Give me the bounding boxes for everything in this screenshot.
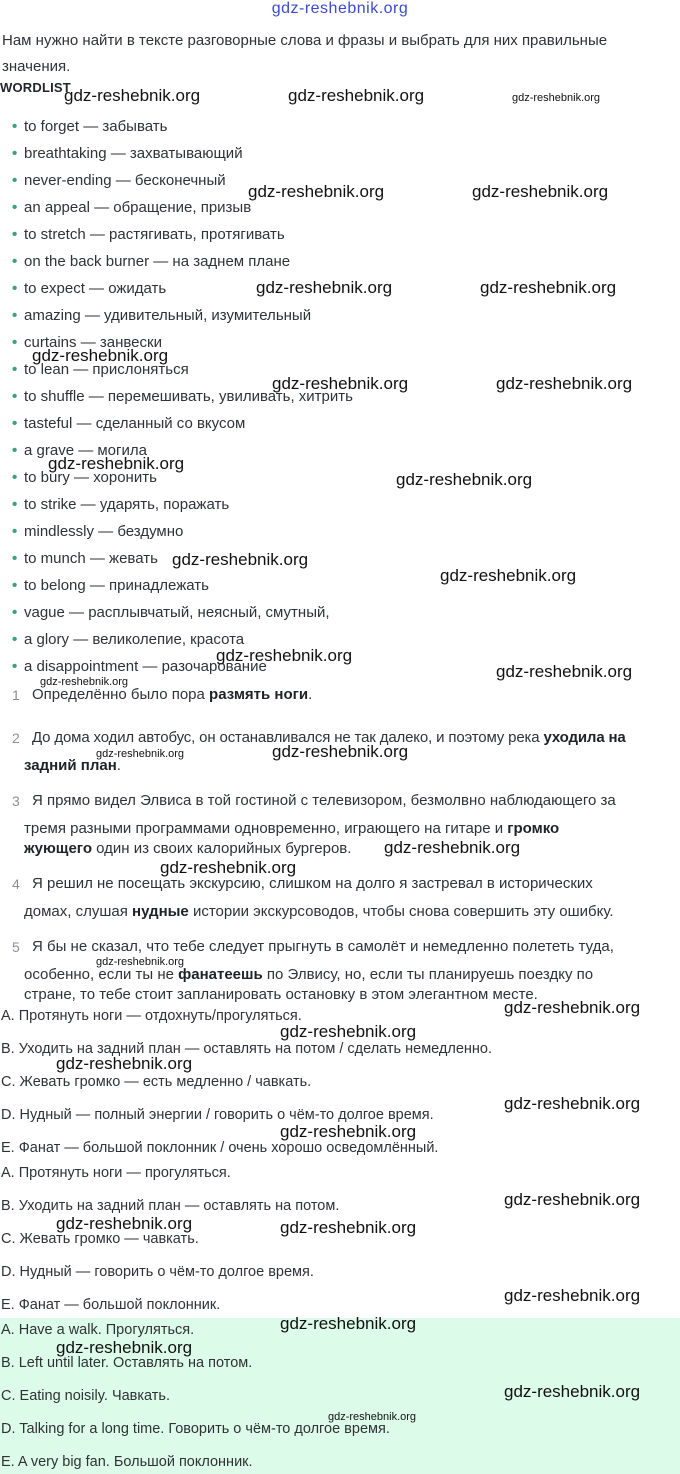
highlight-phrase: фанатеешь [178, 966, 263, 983]
task-text: До дома ходил автобус, он останавливался не так далеко, и поэтому река уходила на [32, 729, 626, 746]
option-item: B. Уходить на задний план — оставлять на потом / сделать немедленно. [1, 1041, 493, 1057]
wordlist-item: • to expect — ожидать [12, 280, 167, 297]
task-number: 1 [12, 687, 20, 703]
task-text: Я бы не сказал, что тебе следует прыгнуть в самолёт и немедленно полететь туда, [32, 938, 614, 955]
watermark: gdz-reshebnik.org [248, 182, 385, 201]
watermark: gdz-reshebnik.org [504, 1382, 641, 1401]
wordlist-item: • to stretch — растягивать, протягивать [12, 226, 285, 243]
watermark: gdz-reshebnik.org [504, 1094, 641, 1113]
watermark: gdz-reshebnik.org [172, 550, 309, 569]
wordlist-item: • to bury — хоронить [12, 469, 157, 486]
option-item: A. Протянуть ноги — отдохнуть/прогуляться. [1, 1008, 302, 1024]
wordlist-item: • breathtaking — захватывающий [12, 145, 243, 162]
task-text-cont: особенно, если ты не фанатеешь по Элвису, но, если ты планируешь поездку по [24, 966, 594, 983]
bullet-icon: • [12, 577, 18, 594]
watermark: gdz-reshebnik.org [256, 278, 393, 297]
watermark: gdz-reshebnik.org [504, 1286, 641, 1305]
answer-item: A. Have a walk. Прогуляться. [1, 1322, 195, 1338]
watermark: gdz-reshebnik.org [280, 1218, 417, 1237]
answer-item: D. Talking for a long time. Говорить о чём-то долгое время. [1, 1421, 390, 1437]
watermark: gdz-reshebnik.org [396, 470, 533, 489]
watermark: gdz-reshebnik.org [272, 374, 409, 393]
wordlist-item: • mindlessly — бездумно [12, 523, 184, 540]
bullet-icon: • [12, 361, 18, 378]
bullet-icon: • [12, 523, 18, 540]
wordlist-item: • an appeal — обращение, призыв [12, 199, 252, 216]
bullet-icon: • [12, 226, 18, 243]
highlight-phrase: громко [507, 820, 560, 837]
watermark: gdz-reshebnik.org [280, 1314, 417, 1333]
option-item: E. Фанат — большой поклонник / очень хорошо осведомлённый. [1, 1140, 439, 1156]
task-number: 4 [12, 876, 20, 892]
bullet-icon: • [12, 658, 18, 675]
task-number: 2 [12, 730, 20, 746]
highlight-phrase: задний план [24, 757, 117, 774]
watermark: gdz-reshebnik.org [384, 838, 521, 857]
watermark: gdz-reshebnik.org [512, 92, 601, 104]
wordlist-title: WORDLIST [0, 80, 71, 95]
site-header-text: gdz-reshebnik.org [271, 0, 409, 17]
watermark: gdz-reshebnik.org [280, 1122, 417, 1141]
watermark: gdz-reshebnik.org [472, 182, 609, 201]
bullet-icon: • [12, 415, 18, 432]
bullet-icon: • [12, 604, 18, 621]
highlight-phrase: нудные [132, 903, 189, 920]
option-item: C. Жевать громко — есть медленно / чавкать. [1, 1074, 312, 1090]
task-text: Определённо было пора размять ноги. [32, 686, 313, 703]
bullet-icon: • [12, 631, 18, 648]
bullet-icon: • [12, 118, 18, 135]
answer-item: E. A very big fan. Большой поклонник. [1, 1454, 253, 1470]
watermark: gdz-reshebnik.org [96, 956, 185, 968]
watermark: gdz-reshebnik.org [496, 374, 633, 393]
wordlist-item: • to belong — принадлежать [12, 577, 209, 594]
watermark: gdz-reshebnik.org [32, 346, 169, 365]
wordlist-item: • to strike — ударять, поражать [12, 496, 230, 513]
site-header-link[interactable] [0, 0, 680, 18]
watermark: gdz-reshebnik.org [96, 748, 185, 760]
watermark: gdz-reshebnik.org [216, 646, 353, 665]
wordlist-item: • a disappointment — разочарование [12, 658, 267, 675]
watermark: gdz-reshebnik.org [48, 454, 185, 473]
bullet-icon: • [12, 145, 18, 162]
highlight-phrase: размять ноги [209, 686, 309, 703]
watermark: gdz-reshebnik.org [160, 858, 297, 877]
task-text-cont: тремя разными программами одновременно, играющего на гитаре и громко [24, 820, 560, 837]
intro-text: Нам нужно найти в тексте разговорные слова и фразы и выбрать для них правильные значения. [2, 32, 608, 75]
wordlist-item: • to forget — забывать [12, 118, 168, 135]
watermark: gdz-reshebnik.org [280, 1022, 417, 1041]
watermark: gdz-reshebnik.org [288, 86, 425, 105]
watermark: gdz-reshebnik.org [56, 1214, 193, 1233]
bullet-icon: • [12, 280, 18, 297]
bullet-icon: • [12, 172, 18, 189]
wordlist-item: • to munch — жевать [12, 550, 158, 567]
wordlist-item: • tasteful — сделанный со вкусом [12, 415, 246, 432]
wordlist-item: • vague — расплывчатый, неясный, смутный, [12, 604, 330, 621]
bullet-icon: • [12, 550, 18, 567]
watermark: gdz-reshebnik.org [504, 1190, 641, 1209]
task-text: Я прямо видел Элвиса в той гостиной с телевизором, безмолвно наблюдающего за [32, 792, 616, 809]
task-number: 5 [12, 939, 20, 955]
task-text-cont: стране, то тебе стоит запланировать остановку в этом элегантном месте. [24, 986, 538, 1003]
task-text-cont: задний план. [24, 757, 121, 774]
task-text-cont: жующего один из своих калорийных бургеров. [24, 840, 352, 857]
wordlist-item: • to lean — прислоняться [12, 361, 189, 378]
option-item: A. Протянуть ноги — прогуляться. [1, 1165, 231, 1181]
option-item: D. Нудный — полный энергии / говорить о чём-то долгое время. [1, 1107, 434, 1123]
option-item: E. Фанат — большой поклонник. [1, 1297, 221, 1313]
option-item: B. Уходить на задний план — оставлять на потом. [1, 1198, 340, 1214]
watermark: gdz-reshebnik.org [504, 998, 641, 1017]
answer-item: B. Left until later. Оставлять на потом. [1, 1355, 253, 1371]
highlight-phrase: жующего [24, 840, 92, 857]
task-text-cont: домах, слушая нудные истории экскурсоводов, чтобы снова совершить эту ошибку. [24, 903, 614, 920]
watermark: gdz-reshebnik.org [440, 566, 577, 585]
wordlist-item: • a grave — могила [12, 442, 147, 459]
bullet-icon: • [12, 496, 18, 513]
watermark: gdz-reshebnik.org [496, 662, 633, 681]
task-text: Я решил не посещать экскурсию, слишком на долго я застревал в исторических [32, 875, 593, 892]
task-number: 3 [12, 793, 20, 809]
wordlist-item: • to shuffle — перемешивать, увиливать, хитрить [12, 388, 353, 405]
answer-item: C. Eating noisily. Чавкать. [1, 1388, 171, 1404]
option-item: D. Нудный — говорить о чём-то долгое время. [1, 1264, 314, 1280]
bullet-icon: • [12, 253, 18, 270]
bullet-icon: • [12, 388, 18, 405]
bullet-icon: • [12, 199, 18, 216]
option-item: C. Жевать громко — чавкать. [1, 1231, 199, 1247]
bullet-icon: • [12, 307, 18, 324]
watermark: gdz-reshebnik.org [480, 278, 617, 297]
bullet-icon: • [12, 334, 18, 351]
wordlist-item: • never-ending — бесконечный [12, 172, 226, 189]
wordlist-item: • on the back burner — на заднем плане [12, 253, 291, 270]
watermark: gdz-reshebnik.org [56, 1054, 193, 1073]
watermark: gdz-reshebnik.org [64, 86, 201, 105]
watermark: gdz-reshebnik.org [40, 676, 129, 688]
watermark: gdz-reshebnik.org [328, 1411, 417, 1423]
wordlist-item: • a glory — великолепие, красота [12, 631, 245, 648]
wordlist-item: • curtains — занвески [12, 334, 162, 351]
watermark: gdz-reshebnik.org [56, 1338, 193, 1357]
bullet-icon: • [12, 469, 18, 486]
watermark: gdz-reshebnik.org [272, 742, 409, 761]
highlight-phrase: уходила на [543, 729, 626, 746]
bullet-icon: • [12, 442, 18, 459]
wordlist-item: • amazing — удивительный, изумительный [12, 307, 312, 324]
